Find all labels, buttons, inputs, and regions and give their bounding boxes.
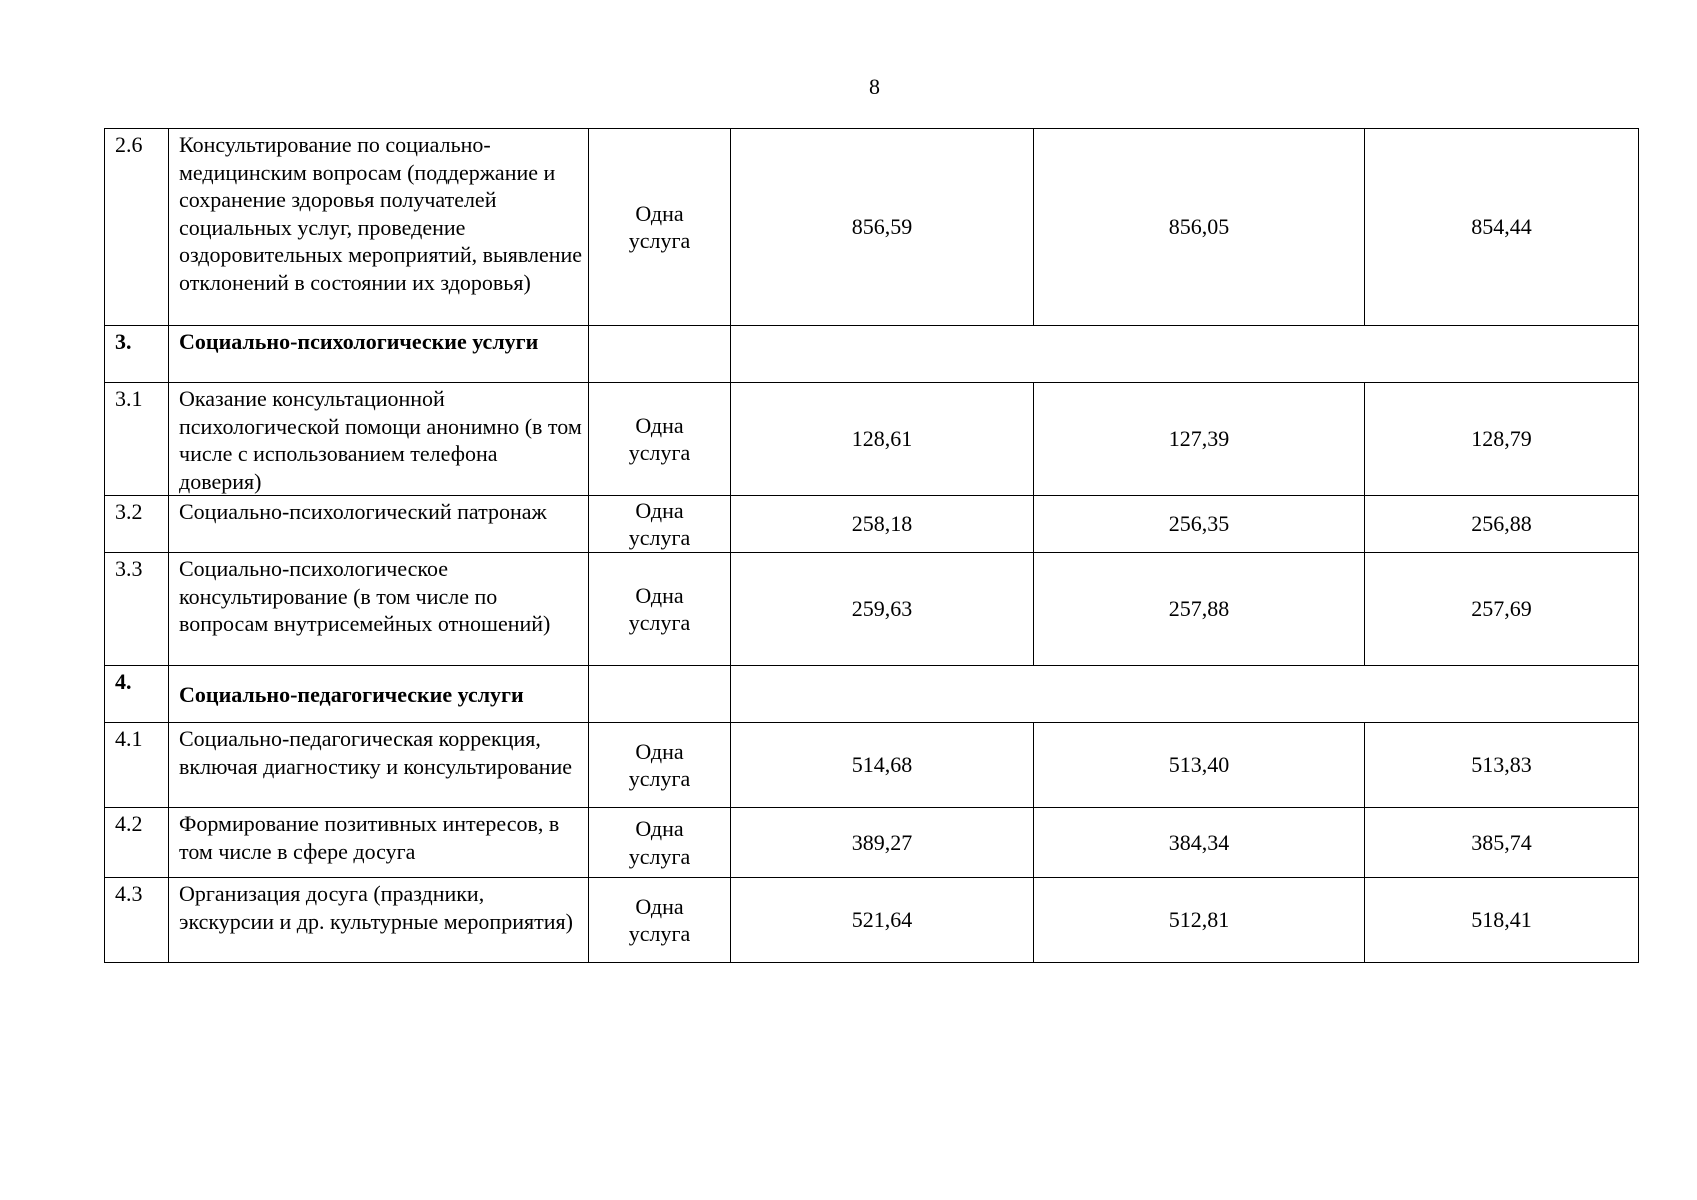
value-cell: 856,05 [1034,129,1365,326]
unit-line: Одна [635,497,684,523]
unit-line: услуга [628,610,691,635]
value-cell: 512,81 [1034,878,1365,963]
value-cell: 257,69 [1365,553,1639,666]
unit-line: услуга [628,440,691,465]
value-cell: 518,41 [1365,878,1639,963]
unit-cell [589,808,731,878]
table-row [105,383,1639,496]
value-cell: 127,39 [1034,383,1365,496]
section-title: Социально-педагогические услуги [169,666,589,723]
service-name: Оказание консультационной психологической помощи анонимно (в том числе с использованием телефона доверия) [169,383,589,496]
table-row [105,496,1639,553]
unit-line: Одна [635,582,684,608]
value-cell: 256,88 [1365,496,1639,553]
table-row [105,553,1639,666]
unit-line: услуга [628,525,691,550]
section-number: 4. [105,666,169,723]
unit-cell [589,129,731,326]
unit-line: Одна [635,893,684,919]
service-name: Социально-педагогическая коррекция, включая диагностику и консультирование [169,723,589,808]
row-number: 2.6 [105,129,169,326]
unit-cell [589,496,731,553]
section-title: Социально-психологические услуги [169,326,589,383]
value-cell: 256,35 [1034,496,1365,553]
row-number: 4.3 [105,878,169,963]
page-number: 8 [869,74,880,99]
unit-cell [589,553,731,666]
value-cell: 389,27 [731,808,1034,878]
section-row [105,326,1639,383]
empty-cell [589,326,731,383]
unit-cell [589,878,731,963]
empty-cell [731,666,1639,723]
row-number: 3.3 [105,553,169,666]
empty-cell [589,666,731,723]
service-name: Социально-психологическое консультирование (в том числе по вопросам внутрисемейных отношений) [169,553,589,666]
unit-line: услуга [628,843,691,869]
unit-cell [589,383,731,496]
value-cell: 259,63 [731,553,1034,666]
table-row [105,808,1639,878]
value-cell: 514,68 [731,723,1034,808]
unit-line: Одна [635,816,684,841]
value-cell: 513,83 [1365,723,1639,808]
unit-cell [589,723,731,808]
unit-line: услуга [628,228,691,253]
value-cell: 128,79 [1365,383,1639,496]
row-number: 3.2 [105,496,169,553]
value-cell: 854,44 [1365,129,1639,326]
unit-line: Одна [635,412,684,438]
table-row [105,129,1639,326]
tariff-table [104,128,1639,963]
section-number: 3. [105,326,169,383]
unit-line: Одна [635,738,684,764]
service-name: Организация досуга (праздники, экскурсии и др. культурные мероприятия) [169,878,589,963]
service-name: Формирование позитивных интересов, в том числе в сфере досуга [169,808,589,878]
unit-line: услуга [628,921,691,946]
empty-cell [731,326,1639,383]
row-number: 4.2 [105,808,169,878]
row-number: 3.1 [105,383,169,496]
value-cell: 513,40 [1034,723,1365,808]
value-cell: 257,88 [1034,553,1365,666]
value-cell: 385,74 [1365,808,1639,878]
unit-line: услуга [628,766,691,791]
table-row [105,723,1639,808]
value-cell: 258,18 [731,496,1034,553]
value-cell: 384,34 [1034,808,1365,878]
row-number: 4.1 [105,723,169,808]
value-cell: 128,61 [731,383,1034,496]
section-row [105,666,1639,723]
value-cell: 521,64 [731,878,1034,963]
unit-line: Одна [635,200,684,226]
service-name: Консультирование по социально-медицинским вопросам (поддержание и сохранение здоровья получателей социальных услуг, проведение оздоровительных мероприятий, выявление отклонений в состоянии их здоровья) [169,129,589,326]
table-row [105,878,1639,963]
service-name: Социально-психологический патронаж [169,496,589,553]
value-cell: 856,59 [731,129,1034,326]
